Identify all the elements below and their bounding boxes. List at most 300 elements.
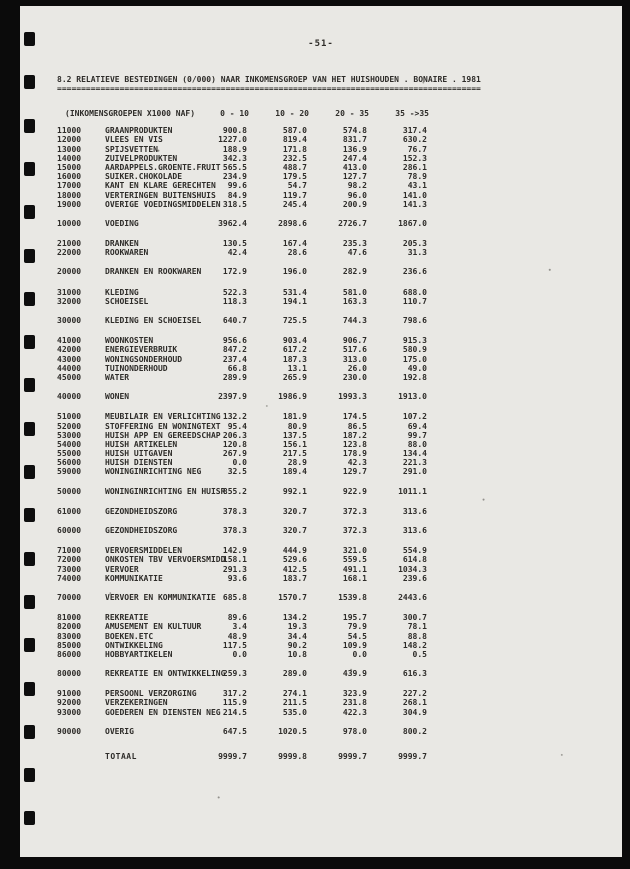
category-label: PERSOONL VERZORGING (105, 689, 197, 699)
category-label: VERZEKERINGEN (105, 698, 168, 708)
value-20-35: 9999.7 (338, 752, 367, 761)
value-20-35: 174.5 (342, 412, 367, 422)
value-0-10: 188.9 (222, 144, 247, 154)
category-code (57, 752, 105, 761)
value-35plus: 616.3 (402, 669, 427, 679)
value-10-20: 34.4 (287, 631, 307, 641)
value-20-35: 129.7 (342, 467, 367, 477)
table-row (57, 526, 622, 535)
value-35plus: 800.2 (402, 726, 427, 736)
value-20-35: 581.0 (342, 287, 367, 297)
value-20-35: 282.9 (342, 267, 367, 277)
category-code: 18000 (57, 190, 82, 200)
table-row (57, 373, 622, 382)
category-code: 53000 (57, 430, 82, 440)
value-0-10: 318.5 (222, 199, 247, 209)
value-10-20: 587.0 (282, 126, 307, 136)
value-20-35: 744.3 (342, 316, 367, 325)
table-row (57, 364, 622, 373)
value-20-35: 372.3 (342, 526, 367, 535)
category-code: 74000 (57, 573, 82, 583)
value-0-10: 317.2 (222, 689, 247, 699)
punch-hole (24, 249, 35, 263)
punch-hole (24, 768, 35, 782)
value-20-35: 168.1 (342, 573, 367, 583)
category-label: BOEKEN.ETC (105, 631, 154, 641)
punch-hole (24, 75, 35, 89)
value-10-20: 2898.6 (278, 218, 307, 228)
value-35plus: 1011.1 (398, 486, 427, 496)
category-label: ONTWIKKELING (105, 640, 163, 650)
punch-hole (24, 205, 35, 219)
page-number: -51- (308, 39, 334, 49)
category-code: 70000 (57, 592, 82, 602)
value-0-10: 291.3 (222, 564, 247, 574)
table-header-row (57, 109, 622, 118)
value-20-35: 235.3 (342, 239, 367, 249)
value-20-35: 372.3 (342, 506, 367, 516)
category-label: WATER (105, 372, 130, 382)
value-0-10: 378.3 (222, 526, 247, 535)
value-0-10: 120.8 (222, 439, 247, 449)
value-10-20: 274.1 (282, 689, 307, 699)
category-code: 92000 (57, 698, 82, 708)
category-label: TUINONDERHOUD (105, 363, 168, 373)
value-20-35: 200.9 (342, 199, 367, 209)
category-label: MEUBILAIR EN VERLICHTING (105, 412, 221, 422)
value-10-20: 992.1 (282, 486, 307, 496)
category-code: 54000 (57, 439, 82, 449)
value-35plus: 141.3 (402, 199, 427, 209)
value-35plus: 1034.3 (398, 564, 427, 574)
category-label: GOEDEREN EN DIENSTEN NEG (105, 707, 221, 717)
value-20-35: 47.6 (347, 248, 367, 258)
table-row (57, 669, 622, 678)
value-10-20: 137.5 (282, 430, 307, 440)
category-label: HUISH APP EN GEREEDSCHAP (105, 430, 221, 440)
value-35plus: 239.6 (402, 573, 427, 583)
category-code: 60000 (57, 526, 82, 535)
value-20-35: 831.7 (342, 135, 367, 145)
value-35plus: 110.7 (402, 296, 427, 306)
value-0-10: 0.0 (232, 458, 247, 468)
document-page (20, 6, 622, 857)
category-label: GRAANPRODUKTEN (105, 126, 173, 136)
value-20-35: 98.2 (347, 181, 367, 191)
value-10-20: 245.4 (282, 199, 307, 209)
value-10-20: 1020.5 (278, 726, 307, 736)
category-code: 85000 (57, 640, 82, 650)
punch-hole (24, 32, 35, 46)
value-20-35: 136.9 (342, 144, 367, 154)
value-0-10: 99.6 (227, 181, 247, 191)
category-code: 14000 (57, 153, 82, 163)
table-row (57, 632, 622, 641)
table-row (57, 467, 622, 476)
category-label: SUIKER.CHOKOLADE (105, 172, 183, 182)
category-label: ENERGIEVERBRUIK (105, 345, 178, 355)
table-row (57, 689, 622, 698)
table-row (57, 752, 622, 761)
category-label: HUISH ARTIKELEN (105, 439, 178, 449)
table-row (57, 431, 622, 440)
value-35plus: 192.8 (402, 372, 427, 382)
value-35plus: 31.3 (407, 248, 427, 258)
value-35plus: 291.0 (402, 467, 427, 477)
value-10-20: 289.0 (282, 669, 307, 679)
category-code: 21000 (57, 239, 82, 249)
category-code: 51000 (57, 412, 82, 422)
value-35plus: 78.1 (407, 622, 427, 632)
value-0-10: 847.2 (222, 345, 247, 355)
category-label: OVERIGE VOEDINGSMIDDELEN (105, 199, 221, 209)
value-35plus: 107.2 (402, 412, 427, 422)
table-row (57, 345, 622, 354)
punch-hole (24, 811, 35, 825)
value-10-20: 535.0 (282, 707, 307, 717)
value-20-35: 1993.3 (338, 392, 367, 402)
value-20-35: 86.5 (347, 421, 367, 431)
category-code: 80000 (57, 669, 82, 679)
value-10-20: 320.7 (282, 506, 307, 516)
category-code: 93000 (57, 707, 82, 717)
value-0-10: 267.9 (222, 449, 247, 459)
value-20-35: 413.0 (342, 162, 367, 172)
value-35plus: 148.2 (402, 640, 427, 650)
value-10-20: 28.6 (287, 248, 307, 258)
value-20-35: 42.3 (347, 458, 367, 468)
category-label: VERVOERSMIDDELEN (105, 546, 183, 556)
value-35plus: 2443.6 (398, 592, 427, 602)
value-10-20: 54.7 (287, 181, 307, 191)
table-row (57, 422, 622, 431)
category-code: 12000 (57, 135, 82, 145)
category-code: 59000 (57, 467, 82, 477)
category-label: VERVOER EN KOMMUNIKATIE (105, 592, 216, 602)
category-code: 42000 (57, 345, 82, 355)
value-0-10: 158.1 (222, 555, 247, 565)
value-0-10: 95.4 (227, 421, 247, 431)
value-35plus: 134.4 (402, 449, 427, 459)
category-code: 55000 (57, 449, 82, 459)
value-0-10: 84.9 (227, 190, 247, 200)
table-row (57, 622, 622, 631)
value-35plus: 630.2 (402, 135, 427, 145)
table-row (57, 248, 622, 257)
value-0-10: 0.0 (232, 649, 247, 659)
category-code: 19000 (57, 199, 82, 209)
value-10-20: 119.7 (282, 190, 307, 200)
category-label: VERVOER (105, 564, 139, 574)
category-code: 52000 (57, 421, 82, 431)
table-row (57, 392, 622, 401)
category-label: ZUIVELPRODUKTEN (105, 153, 178, 163)
punch-hole (24, 422, 35, 436)
value-20-35: 491.1 (342, 564, 367, 574)
category-code: 32000 (57, 296, 82, 306)
category-label: TOTAAL (105, 752, 137, 761)
table-row (57, 487, 622, 496)
value-10-20: 617.2 (282, 345, 307, 355)
value-0-10: 640.7 (222, 316, 247, 325)
title-underline: ======================================================================================== (57, 84, 481, 93)
category-code: 10000 (57, 218, 82, 228)
category-label: DRANKEN EN ROOKWAREN (105, 267, 202, 277)
value-10-20: 1986.9 (278, 392, 307, 402)
category-label: GEZONDHEIDSZORG (105, 526, 178, 535)
table-row (57, 449, 622, 458)
category-code: 83000 (57, 631, 82, 641)
value-35plus: 798.6 (402, 316, 427, 325)
value-0-10: 48.9 (227, 631, 247, 641)
value-10-20: 9999.8 (278, 752, 307, 761)
table-row (57, 163, 622, 172)
value-20-35: 323.9 (342, 689, 367, 699)
value-20-35: 0.0 (352, 649, 367, 659)
value-0-10: 117.5 (222, 640, 247, 650)
table-row (57, 145, 622, 154)
category-label: ONKOSTEN TBV VERVOERSMIDD (105, 555, 226, 565)
category-label: SPIJSVETTEN (105, 144, 158, 154)
value-0-10: 289.9 (222, 372, 247, 382)
value-10-20: 156.1 (282, 439, 307, 449)
value-35plus: 313.6 (402, 526, 427, 535)
category-label: WOONKOSTEN (105, 336, 154, 346)
value-35plus: 313.6 (402, 506, 427, 516)
value-35plus: 580.9 (402, 345, 427, 355)
value-20-35: 2726.7 (338, 218, 367, 228)
punch-hole (24, 725, 35, 739)
value-10-20: 412.5 (282, 564, 307, 574)
value-35plus: 141.0 (402, 190, 427, 200)
table-row (57, 650, 622, 659)
category-code: 11000 (57, 126, 82, 136)
value-35plus: 221.3 (402, 458, 427, 468)
value-10-20: 725.5 (282, 316, 307, 325)
table-row (57, 172, 622, 181)
value-0-10: 66.8 (227, 363, 247, 373)
table-row (57, 355, 622, 364)
value-10-20: 167.4 (282, 239, 307, 249)
value-10-20: 28.9 (287, 458, 307, 468)
punch-hole (24, 292, 35, 306)
value-20-35: 1539.8 (338, 592, 367, 602)
category-code: 16000 (57, 172, 82, 182)
category-code: 50000 (57, 486, 82, 496)
value-35plus: 76.7 (407, 144, 427, 154)
category-label: SCHOEISEL (105, 296, 149, 306)
value-10-20: 134.2 (282, 613, 307, 623)
table-row (57, 565, 622, 574)
value-10-20: 1570.7 (278, 592, 307, 602)
punch-hole (24, 552, 35, 566)
value-10-20: 181.9 (282, 412, 307, 422)
table-row (57, 555, 622, 564)
category-code: 86000 (57, 649, 82, 659)
value-0-10: 237.4 (222, 354, 247, 364)
value-0-10: 9999.7 (218, 752, 247, 761)
value-35plus: 1867.0 (398, 218, 427, 228)
table-row (57, 181, 622, 190)
value-0-10: 130.5 (222, 239, 247, 249)
value-0-10: 685.8 (222, 592, 247, 602)
category-label: KOMMUNIKATIE (105, 573, 163, 583)
value-0-10: 214.5 (222, 707, 247, 717)
category-code: 40000 (57, 392, 82, 402)
table-row (57, 613, 622, 622)
column-header-20-35: 20 - 35 (335, 109, 369, 118)
category-label: KLEDING EN SCHOEISEL (105, 316, 202, 325)
value-10-20: 90.2 (287, 640, 307, 650)
value-10-20: 171.8 (282, 144, 307, 154)
category-code: 91000 (57, 689, 82, 699)
value-10-20: 488.7 (282, 162, 307, 172)
category-code: 15000 (57, 162, 82, 172)
category-label: WONINGINRICHTING NEG (105, 467, 202, 477)
value-35plus: 99.7 (407, 430, 427, 440)
table-row (57, 546, 622, 555)
value-10-20: 196.0 (282, 267, 307, 277)
column-header-10-20: 10 - 20 (275, 109, 309, 118)
category-code: 44000 (57, 363, 82, 373)
table-row (57, 708, 622, 717)
category-code: 30000 (57, 316, 82, 325)
punch-hole (24, 162, 35, 176)
value-10-20: 80.9 (287, 421, 307, 431)
punch-hole (24, 682, 35, 696)
column-header-35plus: 35 ->35 (395, 109, 429, 118)
value-35plus: 49.0 (407, 363, 427, 373)
value-0-10: 342.3 (222, 153, 247, 163)
value-35plus: 268.1 (402, 698, 427, 708)
value-35plus: 1913.0 (398, 392, 427, 402)
value-0-10: 172.9 (222, 267, 247, 277)
category-code: 82000 (57, 622, 82, 632)
value-35plus: 614.8 (402, 555, 427, 565)
value-0-10: 132.2 (222, 412, 247, 422)
value-10-20: 194.1 (282, 296, 307, 306)
table-row (57, 336, 622, 345)
value-0-10: 378.3 (222, 506, 247, 516)
value-35plus: 152.3 (402, 153, 427, 163)
punch-hole (24, 465, 35, 479)
value-20-35: 187.2 (342, 430, 367, 440)
table-row (57, 316, 622, 325)
column-header-0-10: 0 - 10 (220, 109, 249, 118)
category-code: 56000 (57, 458, 82, 468)
value-0-10: 647.5 (222, 726, 247, 736)
value-0-10: 956.6 (222, 336, 247, 346)
table-row (57, 126, 622, 135)
punch-hole (24, 378, 35, 392)
punch-hole (24, 508, 35, 522)
value-0-10: 234.9 (222, 172, 247, 182)
value-35plus: 175.0 (402, 354, 427, 364)
table-body (57, 126, 622, 761)
value-35plus: 300.7 (402, 613, 427, 623)
value-10-20: 232.5 (282, 153, 307, 163)
category-label: OVERIG (105, 726, 134, 736)
punch-hole (24, 335, 35, 349)
category-code: 17000 (57, 181, 82, 191)
category-label: WONEN (105, 392, 130, 402)
value-10-20: 179.5 (282, 172, 307, 182)
value-20-35: 123.8 (342, 439, 367, 449)
value-0-10: 115.9 (222, 698, 247, 708)
value-20-35: 163.3 (342, 296, 367, 306)
table-row (57, 412, 622, 421)
value-35plus: 688.0 (402, 287, 427, 297)
category-label: WONINGSONDERHOUD (105, 354, 183, 364)
category-label: KANT EN KLARE GERECHTEN (105, 181, 216, 191)
table-row (57, 574, 622, 583)
table-row (57, 135, 622, 144)
table-row (57, 458, 622, 467)
value-10-20: 903.4 (282, 336, 307, 346)
table-row (57, 288, 622, 297)
value-0-10: 259.3 (222, 669, 247, 679)
punch-hole (24, 595, 35, 609)
value-35plus: 9999.7 (398, 752, 427, 761)
category-label: HUISH DIENSTEN (105, 458, 173, 468)
table-row (57, 219, 622, 228)
value-20-35: 559.5 (342, 555, 367, 565)
category-code: 22000 (57, 248, 82, 258)
value-20-35: 978.0 (342, 726, 367, 736)
value-20-35: 79.9 (347, 622, 367, 632)
category-label: REKREATIE (105, 613, 149, 623)
value-20-35: 26.0 (347, 363, 367, 373)
value-35plus: 205.3 (402, 239, 427, 249)
category-label: HOBBYARTIKELEN (105, 649, 173, 659)
value-20-35: 422.3 (342, 707, 367, 717)
table-row (57, 593, 622, 602)
value-10-20: 187.3 (282, 354, 307, 364)
category-code: 73000 (57, 564, 82, 574)
value-20-35: 195.7 (342, 613, 367, 623)
category-code: 90000 (57, 726, 82, 736)
value-0-10: 206.3 (222, 430, 247, 440)
value-0-10: 32.5 (227, 467, 247, 477)
value-20-35: 127.7 (342, 172, 367, 182)
value-35plus: 88.8 (407, 631, 427, 641)
category-code: 43000 (57, 354, 82, 364)
value-35plus: 554.9 (402, 546, 427, 556)
category-label: HUISH UITGAVEN (105, 449, 173, 459)
value-20-35: 109.9 (342, 640, 367, 650)
value-20-35: 54.5 (347, 631, 367, 641)
category-label: DRANKEN (105, 239, 139, 249)
value-35plus: 69.4 (407, 421, 427, 431)
value-10-20: 531.4 (282, 287, 307, 297)
value-0-10: 900.8 (222, 126, 247, 136)
category-label: GEZONDHEIDSZORG (105, 506, 178, 516)
table-row (57, 239, 622, 248)
table-row (57, 191, 622, 200)
value-10-20: 819.4 (282, 135, 307, 145)
value-0-10: 2397.9 (218, 392, 247, 402)
category-code: 72000 (57, 555, 82, 565)
value-35plus: 286.1 (402, 162, 427, 172)
value-0-10: 42.4 (227, 248, 247, 258)
value-0-10: 522.3 (222, 287, 247, 297)
value-10-20: 217.5 (282, 449, 307, 459)
category-label: REKREATIE EN ONTWIKKELING (105, 669, 226, 679)
income-groups-label: (INKOMENSGROEPEN X1000 NAF) (65, 109, 196, 118)
value-10-20: 13.1 (287, 363, 307, 373)
category-code: 20000 (57, 267, 82, 277)
table-row (57, 440, 622, 449)
